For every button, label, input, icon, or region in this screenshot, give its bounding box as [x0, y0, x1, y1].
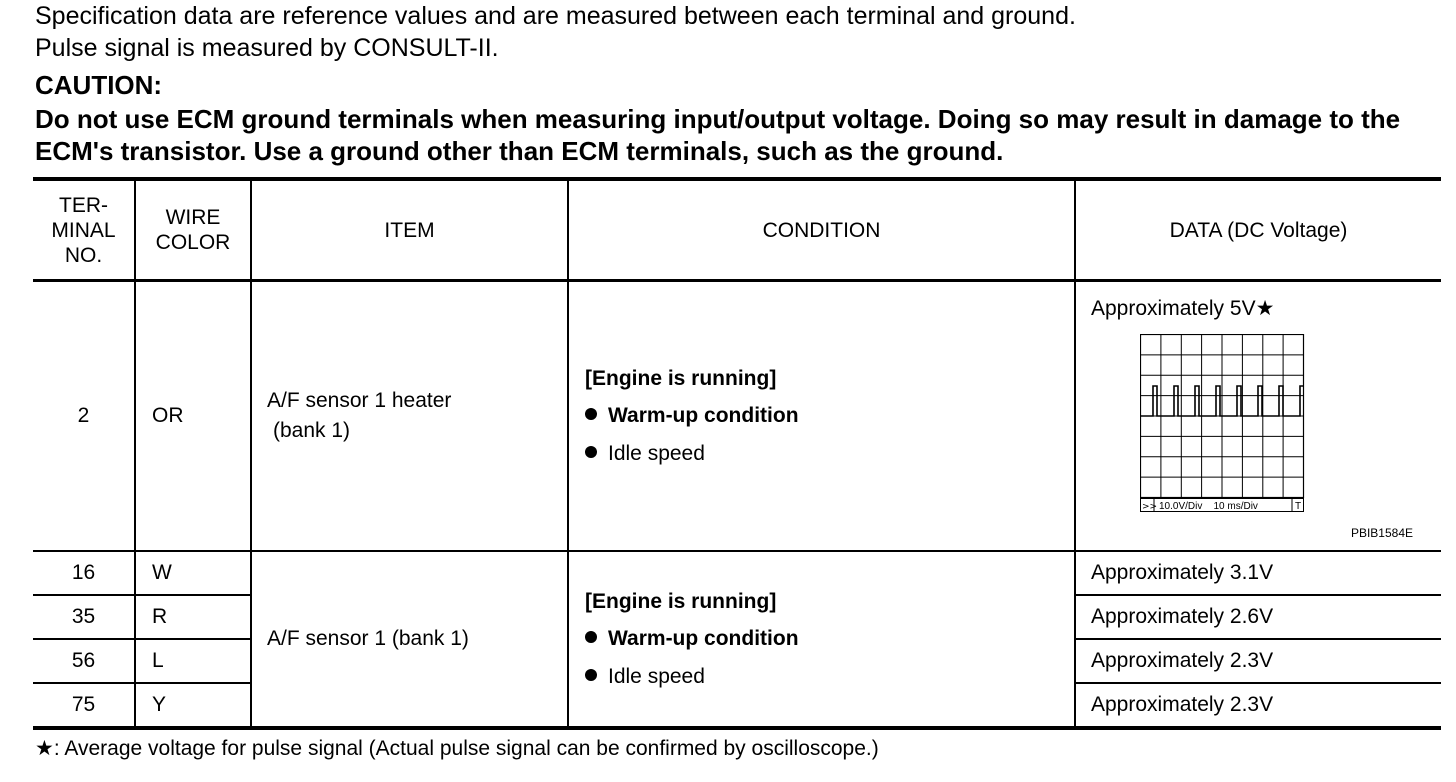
wire-color-cell: Y: [135, 683, 251, 728]
scope-trigger-label: T: [1295, 501, 1302, 512]
intro-text: [35, 0, 1076, 64]
bullet-icon: [585, 446, 597, 458]
star-icon: ★: [1255, 297, 1275, 320]
scope-run-icon: >>: [1142, 502, 1158, 512]
oscilloscope-waveform: [1140, 334, 1308, 518]
intro-line-1: Specification data are reference values and are measured between each terminal and ground.: [35, 2, 1076, 30]
figure-reference: PBIB1584E: [1350, 526, 1413, 540]
caution-title: CAUTION:: [35, 70, 163, 100]
wire-color-cell: L: [135, 639, 251, 683]
terminal-no-cell: 2: [33, 281, 135, 552]
terminal-no-cell: 56: [33, 639, 135, 683]
star-icon: ★: [35, 737, 54, 760]
header-wire-color: WIRE COLOR: [135, 179, 251, 281]
condition-cell: [Engine is running] Warm-up condition Idle speed: [568, 551, 1075, 728]
terminal-spec-table: [33, 177, 1441, 730]
intro-line-2: Pulse signal is measured by CONSULT-II.: [35, 34, 499, 62]
condition-cell: [Engine is running] Warm-up condition Idle speed: [568, 281, 1075, 552]
data-cell: Approximately 2.3V: [1075, 683, 1441, 728]
wire-color-cell: W: [135, 551, 251, 595]
data-cell: Approximately 2.3V: [1075, 639, 1441, 683]
table-row: [33, 281, 1441, 552]
footnote: [35, 736, 879, 761]
terminal-no-cell: 75: [71, 693, 96, 716]
header-data: DATA (DC Voltage): [1075, 179, 1441, 281]
data-value: Approximately 5V★: [1091, 297, 1275, 320]
caution-body: Do not use ECM ground terminals when measuring input/output voltage. Doing so may result in damage to the ECM's transistor. Use a ground other than ECM terminals, such as the ground.: [35, 104, 1401, 166]
wire-color-cell: OR: [135, 281, 251, 552]
bullet-icon: [585, 408, 597, 420]
data-cell: [1075, 281, 1441, 552]
header-condition: CONDITION: [568, 179, 1075, 281]
bullet-icon: [585, 631, 597, 643]
header-terminal-no: TER- MINAL NO.: [33, 179, 135, 281]
header-item: ITEM: [251, 179, 568, 281]
item-cell: A/F sensor 1 (bank 1): [251, 551, 568, 728]
terminal-no-cell: 35: [33, 595, 135, 639]
item-cell: A/F sensor 1 heater (bank 1): [251, 281, 568, 552]
table-row: [33, 551, 1441, 595]
wire-color-cell: R: [135, 595, 251, 639]
data-cell: Approximately 2.6V: [1075, 595, 1441, 639]
terminal-no-cell: 16: [33, 551, 135, 595]
footnote-text: : Average voltage for pulse signal (Actual pulse signal can be confirmed by oscilloscope.): [53, 737, 879, 760]
table-header-row: [33, 179, 1441, 281]
bullet-icon: [585, 669, 597, 681]
data-cell: Approximately 3.1V: [1075, 551, 1441, 595]
scope-scale-label: 10.0V/Div 10 ms/Div: [1159, 501, 1258, 512]
